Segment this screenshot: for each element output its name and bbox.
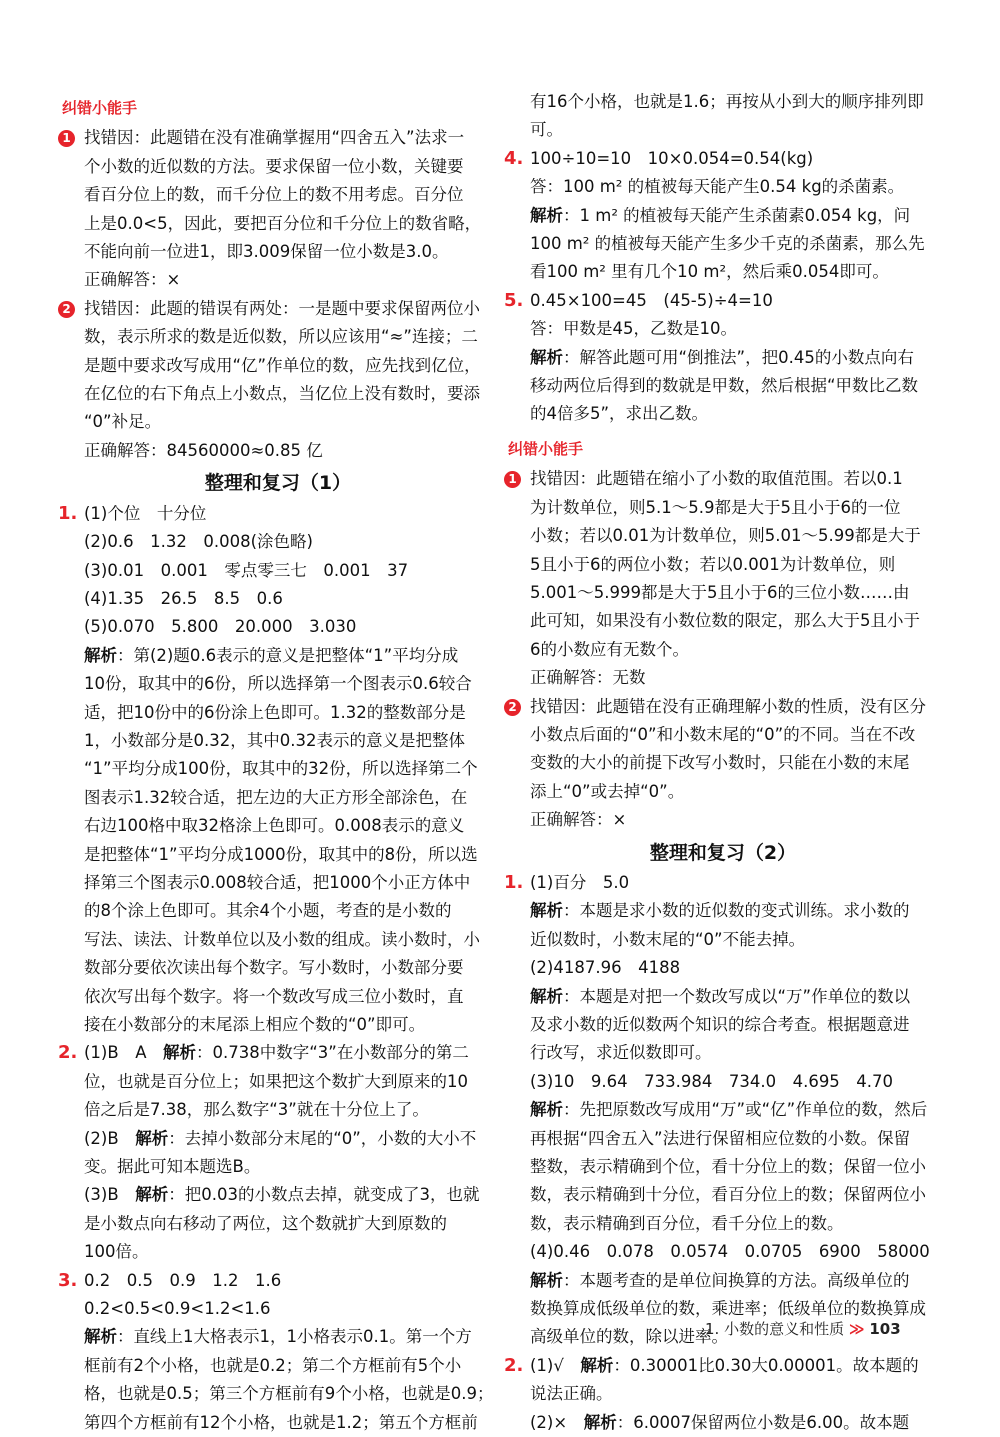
page-number: 103 [869,1320,901,1338]
question-number: 2. [504,1354,524,1376]
section-header-error-fix: 纠错小能手 [508,439,584,458]
item-number-badge: 1 [504,471,521,488]
answer-line [530,1409,938,1437]
analysis-text: 择第三个图表示0.008较合适，把1000个小正方体中 [84,872,471,892]
text-line: 此可知，如果没有小数位数的限定，那么大于5且小于 [530,611,920,631]
page-footer [705,1318,901,1339]
analysis-line [530,1096,938,1124]
question-4 [504,145,938,287]
analysis-text: 图表示1.32较合适，把左边的大正方形全部涂色，在 [84,787,468,807]
analysis-text: 整数，表示精确到个位，看十分位上的数；保留一位小 [530,1157,926,1177]
analysis-text: ：解答此题可用“倒推法”，把0.45的小数点向右 [563,347,914,367]
text-line: 在亿位的右下角点上小数点，当亿位上没有数时，要添 [84,384,480,404]
analysis-text: 可。 [530,120,563,140]
analysis-text: 框前有2个小格，也就是0.2；第二个方框前有5个小 [84,1355,462,1375]
item-number-badge: 2 [504,699,521,716]
analysis-label: 解析 [162,1043,196,1063]
answer-line: 答：甲数是45，乙数是10。 [530,319,737,339]
section-title: 整理和复习（2） [649,841,797,864]
analysis-label: 解析 [84,1327,117,1347]
analysis-text: 有16个小格，也就是1.6；再按从小到大的顺序排列即 [530,92,924,111]
answer-line: (2)4187.96 4188 [530,958,681,978]
analysis-text: 右边100格中取32格涂上色即可。0.008表示的意义 [84,816,465,836]
analysis-text: 写法、读法、计数单位以及小数的组成。读小数时，小 [84,929,480,949]
question-number: 4. [504,147,524,169]
analysis-text: ：1 m² 的植被每天能产生杀菌素0.054 kg，问 [563,205,911,225]
analysis-line [84,642,494,670]
analysis-text: 100 m² 的植被每天能产生多少千克的杀菌素，那么先 [530,234,925,254]
analysis-text: 高级单位的数，除以进率。 [530,1327,728,1347]
answer-line: (2)0.6 1.32 0.008(涂色略) [84,532,313,552]
text-line: 添上“0”或去掉“0”。 [530,781,685,801]
text-line: 是题中要求改写成用“亿”作单位的数，应先找到亿位， [84,355,481,375]
analysis-text: 倍之后是7.38，那么数字“3”就在十分位上了。 [84,1100,429,1120]
text-line: 不能向前一位进1，即3.009保留一位小数是3.0。 [84,242,449,262]
answer-line [84,1181,494,1209]
error-item-2 [62,295,494,465]
answer-line: 0.45×100=45 (45-5)÷4=10 [530,290,773,310]
text-line: 数，表示所求的数是近似数，所以应该用“≈”连接；二 [84,327,478,347]
analysis-text: ：把0.03的小数点去掉，就变成了3，也就 [168,1185,480,1205]
text-line: 小数；若以0.01为计数单位，则5.01～5.99都是大于 [530,526,921,546]
text-line: 6的小数应有无数个。 [530,639,689,659]
chapter-name: 1. 小数的意义和性质 [705,1320,845,1338]
question-number: 3. [58,1269,78,1291]
analysis-text: 依次写出每个数字。将一个数改写成三位小数时，直 [84,986,464,1006]
analysis-text: 再根据“四舍五入”法进行保留相应位数的小数。保留 [530,1128,911,1148]
answer-line: (3)0.01 0.001 零点零三七 0.001 37 [84,560,409,580]
text-line: 找错因：此题错在没有准确掌握用“四舍五入”法求一 [84,128,465,148]
answer-line: (4)1.35 26.5 8.5 0.6 [84,588,283,608]
analysis-label: 解析 [530,205,563,225]
question-2 [504,1352,938,1437]
analysis-text: 是把整体“1”平均分成1000份，取其中的8份，所以选 [84,844,478,864]
answer-line: 0.2 0.5 0.9 1.2 1.6 [84,1270,282,1290]
analysis-label: 解析 [135,1128,169,1148]
analysis-line [530,1267,938,1295]
text-line: 看百分位上的数，而千分位上的数不用考虑。百分位 [84,185,464,205]
analysis-text: 数部分要依次读出每个数字。写小数时，小数部分要 [84,958,464,978]
analysis-line [530,344,938,372]
double-arrow-icon: ≫ [848,1320,865,1338]
analysis-line [530,897,938,925]
analysis-text: 适，把10份中的6份涂上色即可。1.32的整数部分是 [84,702,466,722]
analysis-text: 变。据此可知本题选B。 [84,1157,261,1177]
question-number: 5. [504,289,524,311]
answer-line: 答：100 m² 的植被每天能产生0.54 kg的杀菌素。 [530,177,905,197]
analysis-label: 解析 [135,1185,169,1205]
right-column [504,88,938,1437]
question-number: 1. [58,502,78,524]
text-line: 为计数单位，则5.1～5.9都是大于5且小于6的一位 [530,497,901,517]
error-item-1 [508,465,938,692]
analysis-text: 10份，取其中的6份，所以选择第一个图表示0.6较合 [84,674,472,694]
analysis-text: ：本题是求小数的近似数的变式训练。求小数的 [563,901,910,921]
analysis-text: 数换算成低级单位的数，乘进率；低级单位的数换算成 [530,1299,926,1319]
answer-line: (1)百分 5.0 [530,872,630,892]
correct-answer: 正确解答：× [530,810,627,830]
analysis-text: “1”平均分成100份，取其中的32份，所以选择第二个 [84,759,478,779]
analysis-text: 数，表示精确到百分位，看千分位上的数。 [530,1213,844,1233]
answer-line: 0.2<0.5<0.9<1.2<1.6 [84,1299,271,1319]
analysis-label: 解析 [583,1412,617,1432]
correct-answer: 正确解答：84560000≈0.85 亿 [84,440,323,460]
analysis-text: 的8个涂上色即可。其余4个小题，考查的是小数的 [84,901,452,921]
question-3 [58,1267,494,1437]
answer-text: (2)B [84,1128,136,1148]
analysis-line [530,202,938,230]
question-1 [504,869,938,1352]
answer-line [84,1039,494,1067]
analysis-text: ：第(2)题0.6表示的意义是把整体“1”平均分成 [117,645,459,665]
analysis-text: 第四个方框前有12个小格，也就是1.2；第五个方框前 [84,1412,478,1432]
analysis-text: ：去掉小数部分末尾的“0”，小数的大小不 [168,1128,477,1148]
text-line: 小数点后面的“0”和小数末尾的“0”的不同。当在不改 [530,724,916,744]
analysis-label: 解析 [530,901,563,921]
analysis-text: ：先把原数改写成用“万”或“亿”作单位的数，然后 [563,1100,928,1120]
analysis-label: 解析 [530,1270,563,1290]
analysis-text: 位，也就是百分位上；如果把这个数扩大到原来的10 [84,1071,468,1091]
analysis-line [84,1323,494,1351]
analysis-text: 1，小数部分是0.32，其中0.32表示的意义是把整体 [84,730,465,750]
answer-line: (1)个位 十分位 [84,503,207,523]
answer-line [84,1125,494,1153]
analysis-text: 说法正确。 [530,1384,613,1404]
analysis-text: 接在小数部分的末尾添上相应个数的“0”即可。 [84,1015,426,1034]
analysis-text: 近似数时，小数末尾的“0”不能去掉。 [530,929,806,949]
analysis-text: 的4倍多5”，求出乙数。 [530,404,709,424]
error-item-2 [508,693,938,835]
answer-line [530,1352,938,1380]
analysis-text: 格，也就是0.5；第三个方框前有9个小格，也就是0.9； [84,1384,494,1404]
analysis-text: ：本题考查的是单位间换算的方法。高级单位的 [563,1270,910,1290]
analysis-text: ：本题是对把一个数改写成以“万”作单位的数以 [563,986,911,1006]
answer-line: (4)0.46 0.078 0.0574 0.0705 6900 58000 [530,1242,930,1262]
analysis-text: ：0.30001比0.30大0.00001。故本题的 [613,1355,919,1375]
text-line: 上是0.0<5，因此，要把百分位和千分位上的数省略， [84,213,482,233]
answer-text: (1)B A [84,1043,163,1063]
answer-line: (3)10 9.64 733.984 734.0 4.695 4.70 [530,1071,894,1091]
item-number-badge: 2 [58,301,75,318]
text-line: 找错因：此题错在没有正确理解小数的性质，没有区分 [530,696,926,716]
analysis-text: 行改写，求近似数即可。 [530,1043,712,1063]
analysis-text: ：6.0007保留两位小数是6.00。故本题 [616,1412,910,1432]
text-line: 个小数的近似数的方法。要求保留一位小数，关键要 [84,156,464,176]
analysis-text: ：0.738中数字“3”在小数部分的第二 [195,1043,469,1063]
text-line: 5.001～5.999都是大于5且小于6的三位小数……由 [530,582,910,602]
error-item-1 [62,124,494,294]
section-header-error-fix: 纠错小能手 [62,99,138,117]
answer-line: (5)0.070 5.800 20.000 3.030 [84,617,357,637]
text-line: “0”补足。 [84,412,162,432]
correct-answer: 正确解答：无数 [530,668,646,688]
answer-text: (3)B [84,1185,136,1205]
analysis-text: 看100 m² 里有几个10 m²，然后乘0.054即可。 [530,262,889,282]
item-number-badge: 1 [58,130,75,147]
answer-text: (2)× [530,1412,584,1432]
analysis-text: ：直线上1大格表示1，1小格表示0.1。第一个方 [117,1327,472,1347]
analysis-label: 解析 [84,645,117,665]
text-line: 找错因：此题错在缩小了小数的取值范围。若以0.1 [530,469,903,489]
continued-text [508,88,938,145]
analysis-line [530,983,938,1011]
correct-answer: 正确解答：× [84,270,181,290]
left-column [58,88,494,1437]
answer-text: (1)√ [530,1355,581,1375]
analysis-text: 数，表示精确到十分位，看百分位上的数；保留两位小 [530,1185,926,1205]
analysis-label: 解析 [530,1100,563,1120]
section-title: 整理和复习（1） [204,472,352,495]
question-2 [58,1039,494,1266]
analysis-text: 及求小数的近似数两个知识的综合考查。根据题意进 [530,1015,910,1034]
question-1 [58,500,494,1040]
analysis-label: 解析 [580,1355,614,1375]
analysis-text: 100倍。 [84,1242,149,1262]
question-5 [504,287,938,429]
text-line: 找错因：此题的错误有两处：一是题中要求保留两位小 [84,298,480,318]
question-number: 2. [58,1042,78,1064]
analysis-text: 移动两位后得到的数就是甲数，然后根据“甲数比乙数 [530,376,919,396]
analysis-label: 解析 [530,986,563,1006]
question-number: 1. [504,871,524,893]
text-line: 变数的大小的前提下改写小数时，只能在小数的末尾 [530,753,910,773]
answer-line: 100÷10=10 10×0.054=0.54(kg) [530,148,814,168]
analysis-label: 解析 [530,347,563,367]
analysis-text: 是小数点向右移动了两位，这个数就扩大到原数的 [84,1213,447,1233]
text-line: 5且小于6的两位小数；若以0.001为计数单位，则 [530,554,896,574]
